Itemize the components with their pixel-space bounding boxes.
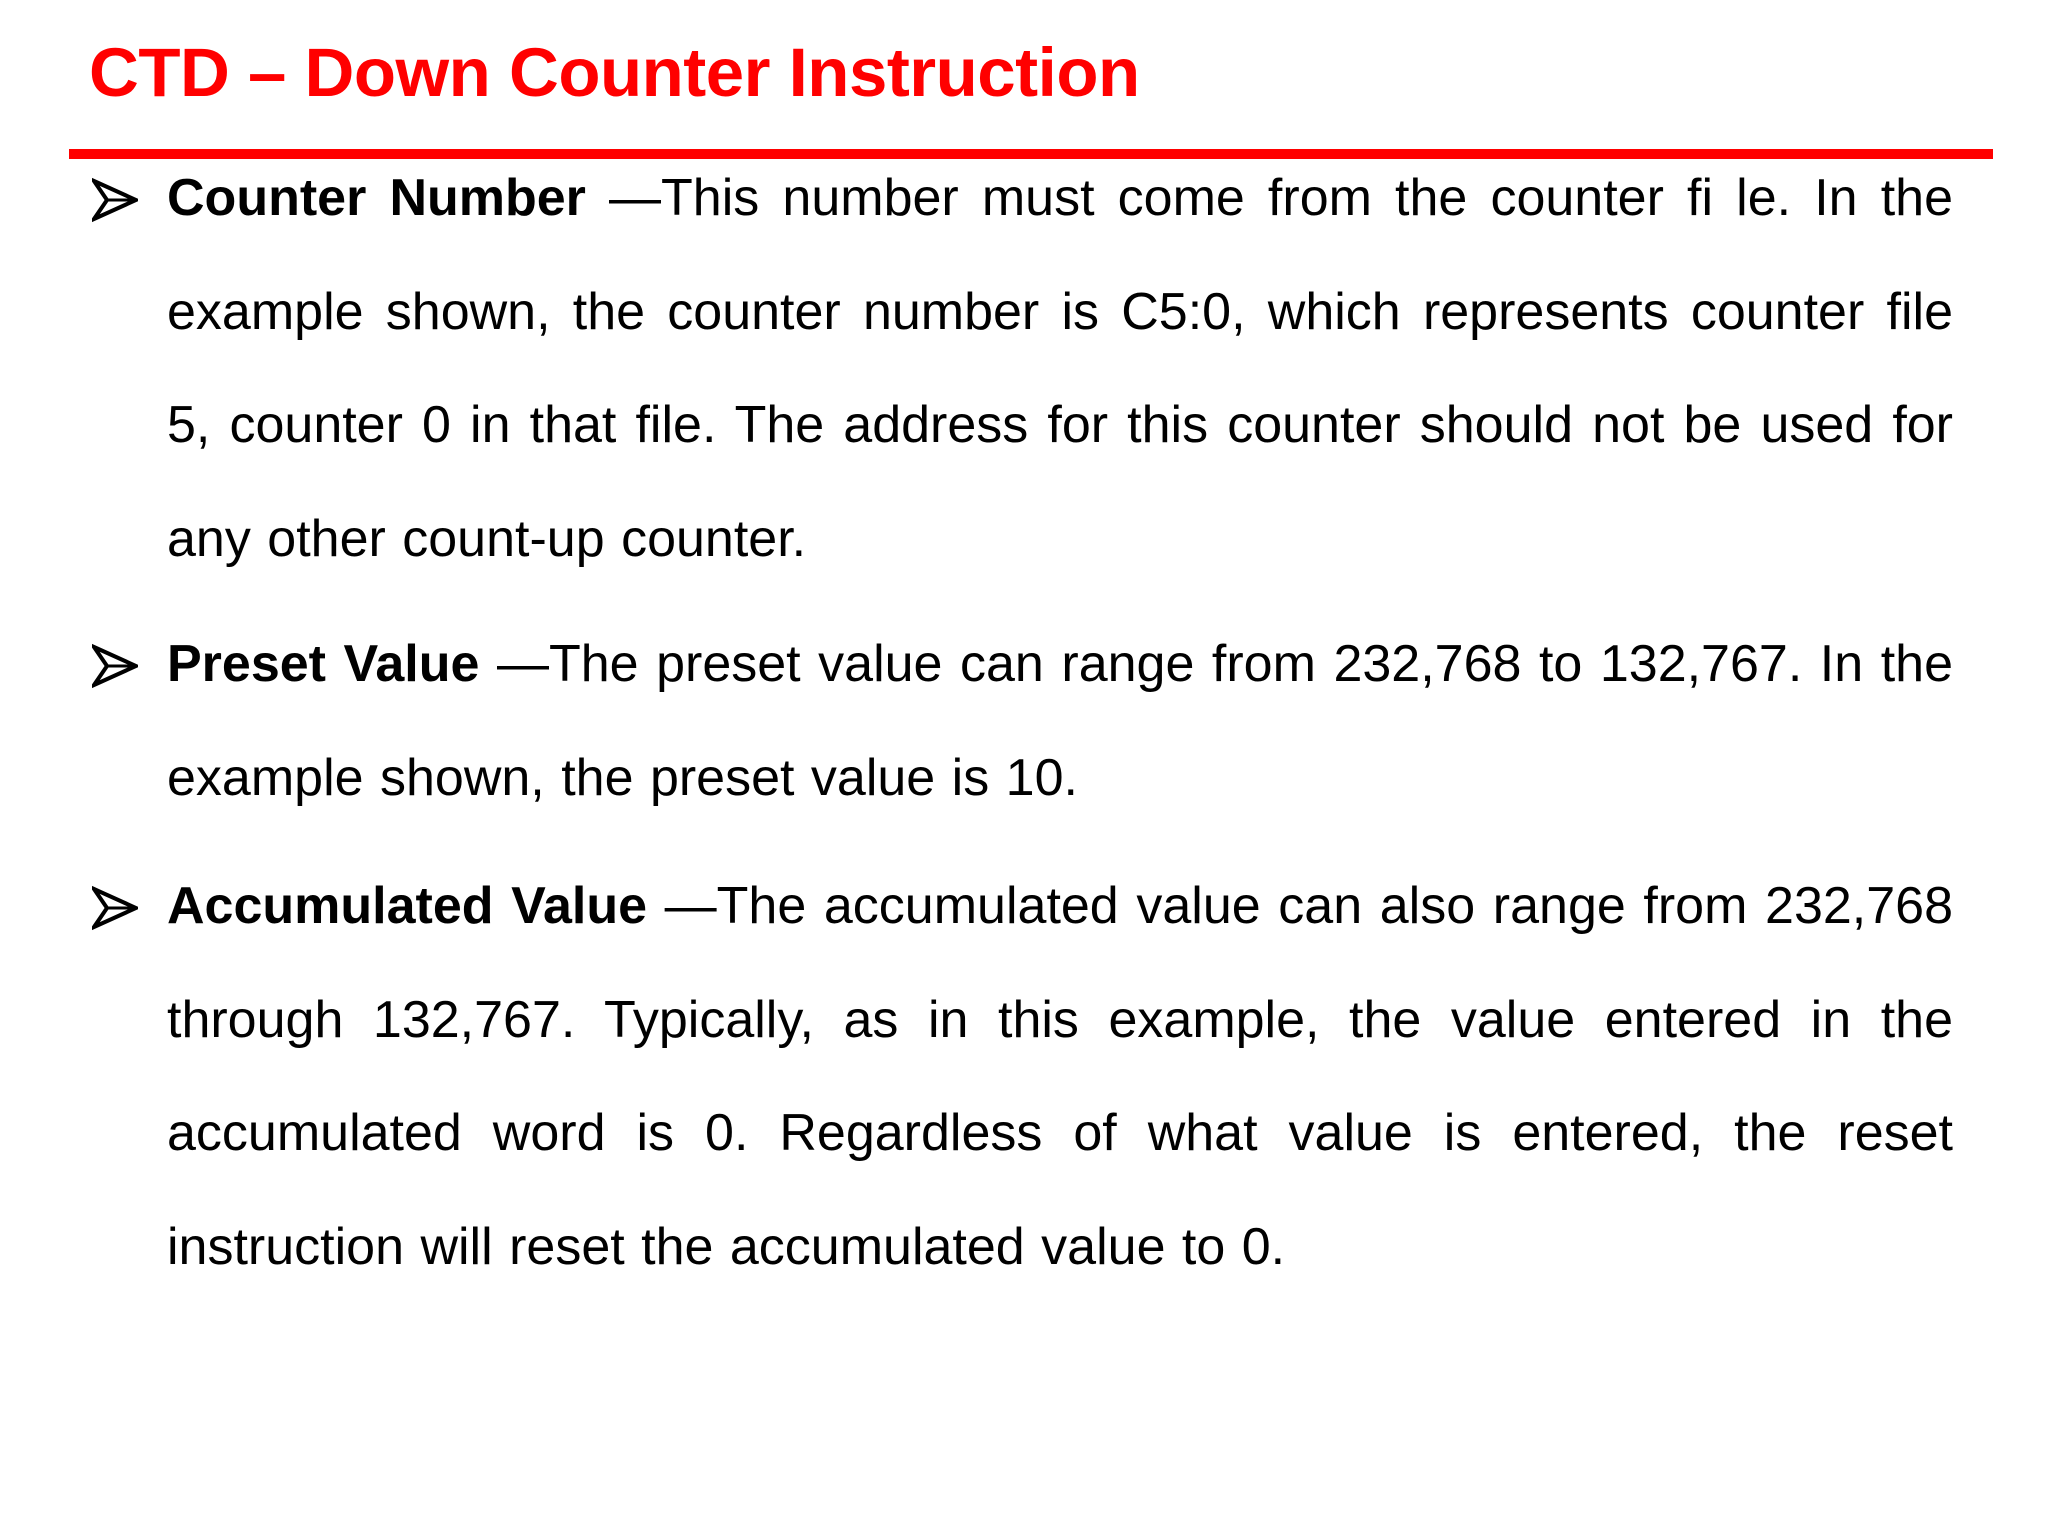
slide-title: CTD – Down Counter Instruction	[89, 34, 1140, 111]
bullet-term: Preset Value	[167, 635, 480, 693]
bullet-term: Counter Number	[167, 169, 586, 227]
arrow-bullet-icon	[92, 643, 138, 689]
bullet-term: Accumulated Value	[167, 877, 648, 935]
bullet-counter-number	[167, 142, 1953, 596]
bullet-text: —This number must come from the counter fi le. In the example shown, the counter number is C5:0, which represents counter file 5, counter 0 in that file. The address for this counter should not be used for any other count-up counter.	[167, 169, 1953, 568]
bullet-text: —The preset value can range from 232,768 to 132,767. In the example shown, the preset value is 10.	[167, 635, 1953, 807]
arrow-bullet-icon	[92, 885, 138, 931]
bullet-accumulated-value	[167, 850, 1953, 1304]
bullet-text: —The accumulated value can also range from 232,768 through 132,767. Typically, as in this example, the value entered in the accumulated word is 0. Regardless of what value is entered, the reset instruction will reset the accumulated value to 0.	[167, 877, 1954, 1276]
bullet-preset-value	[167, 608, 1953, 835]
arrow-bullet-icon	[92, 177, 138, 223]
